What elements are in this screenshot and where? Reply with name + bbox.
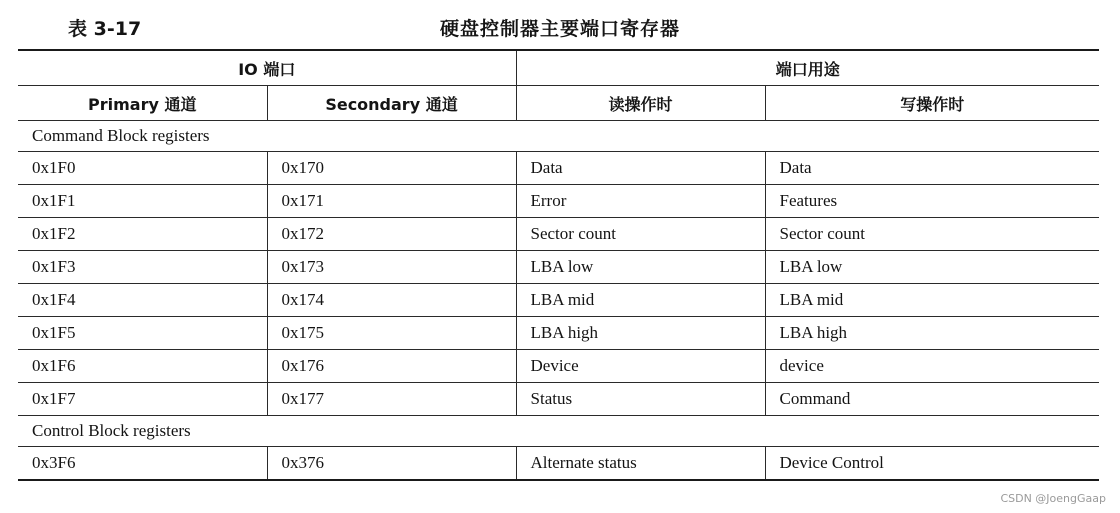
primary-port-cell: 0x1F0 bbox=[18, 152, 267, 185]
write-use-cell: Data bbox=[765, 152, 1099, 185]
header-group-row bbox=[18, 50, 1099, 86]
read-use-cell: LBA mid bbox=[516, 284, 765, 317]
primary-port-cell: 0x1F1 bbox=[18, 185, 267, 218]
table-row bbox=[18, 317, 1099, 350]
secondary-port-cell: 0x172 bbox=[267, 218, 516, 251]
section-title: Control Block registers bbox=[18, 416, 1099, 447]
primary-port-cell: 0x1F2 bbox=[18, 218, 267, 251]
table-row bbox=[18, 383, 1099, 416]
write-use-cell: Features bbox=[765, 185, 1099, 218]
read-use-cell: LBA low bbox=[516, 251, 765, 284]
secondary-port-cell: 0x376 bbox=[267, 447, 516, 481]
table-row bbox=[18, 350, 1099, 383]
primary-port-cell: 0x1F7 bbox=[18, 383, 267, 416]
table-caption bbox=[0, 12, 1120, 42]
write-use-cell: LBA high bbox=[765, 317, 1099, 350]
header-secondary-channel: Secondary 通道 bbox=[267, 86, 516, 121]
read-use-cell: Status bbox=[516, 383, 765, 416]
header-port-use: 端口用途 bbox=[516, 50, 1099, 86]
secondary-port-cell: 0x175 bbox=[267, 317, 516, 350]
read-use-cell: Error bbox=[516, 185, 765, 218]
write-use-cell: device bbox=[765, 350, 1099, 383]
table-row bbox=[18, 447, 1099, 481]
primary-port-cell: 0x1F5 bbox=[18, 317, 267, 350]
primary-port-cell: 0x1F6 bbox=[18, 350, 267, 383]
header-column-row bbox=[18, 86, 1099, 121]
section-title: Command Block registers bbox=[18, 121, 1099, 152]
table-number: 表 3-17 bbox=[68, 18, 142, 40]
primary-port-cell: 0x3F6 bbox=[18, 447, 267, 481]
write-use-cell: Sector count bbox=[765, 218, 1099, 251]
read-use-cell: Data bbox=[516, 152, 765, 185]
read-use-cell: Device bbox=[516, 350, 765, 383]
section-row bbox=[18, 121, 1099, 152]
table-title: 硬盘控制器主要端口寄存器 bbox=[439, 18, 680, 40]
table-row bbox=[18, 218, 1099, 251]
secondary-port-cell: 0x176 bbox=[267, 350, 516, 383]
write-use-cell: Command bbox=[765, 383, 1099, 416]
read-use-cell: Alternate status bbox=[516, 447, 765, 481]
section-row bbox=[18, 416, 1099, 447]
read-use-cell: LBA high bbox=[516, 317, 765, 350]
header-io-port: IO 端口 bbox=[18, 50, 516, 86]
table-row bbox=[18, 284, 1099, 317]
read-use-cell: Sector count bbox=[516, 218, 765, 251]
secondary-port-cell: 0x174 bbox=[267, 284, 516, 317]
table-row bbox=[18, 251, 1099, 284]
table-row bbox=[18, 152, 1099, 185]
watermark: CSDN @JoengGaap bbox=[1000, 492, 1106, 505]
table-row bbox=[18, 185, 1099, 218]
primary-port-cell: 0x1F3 bbox=[18, 251, 267, 284]
primary-port-cell: 0x1F4 bbox=[18, 284, 267, 317]
secondary-port-cell: 0x170 bbox=[267, 152, 516, 185]
secondary-port-cell: 0x173 bbox=[267, 251, 516, 284]
header-read-operation: 读操作时 bbox=[516, 86, 765, 121]
secondary-port-cell: 0x177 bbox=[267, 383, 516, 416]
header-write-operation: 写操作时 bbox=[765, 86, 1099, 121]
write-use-cell: LBA low bbox=[765, 251, 1099, 284]
secondary-port-cell: 0x171 bbox=[267, 185, 516, 218]
header-primary-channel: Primary 通道 bbox=[18, 86, 267, 121]
port-register-table bbox=[18, 49, 1099, 481]
table-body bbox=[18, 121, 1099, 481]
write-use-cell: LBA mid bbox=[765, 284, 1099, 317]
write-use-cell: Device Control bbox=[765, 447, 1099, 481]
